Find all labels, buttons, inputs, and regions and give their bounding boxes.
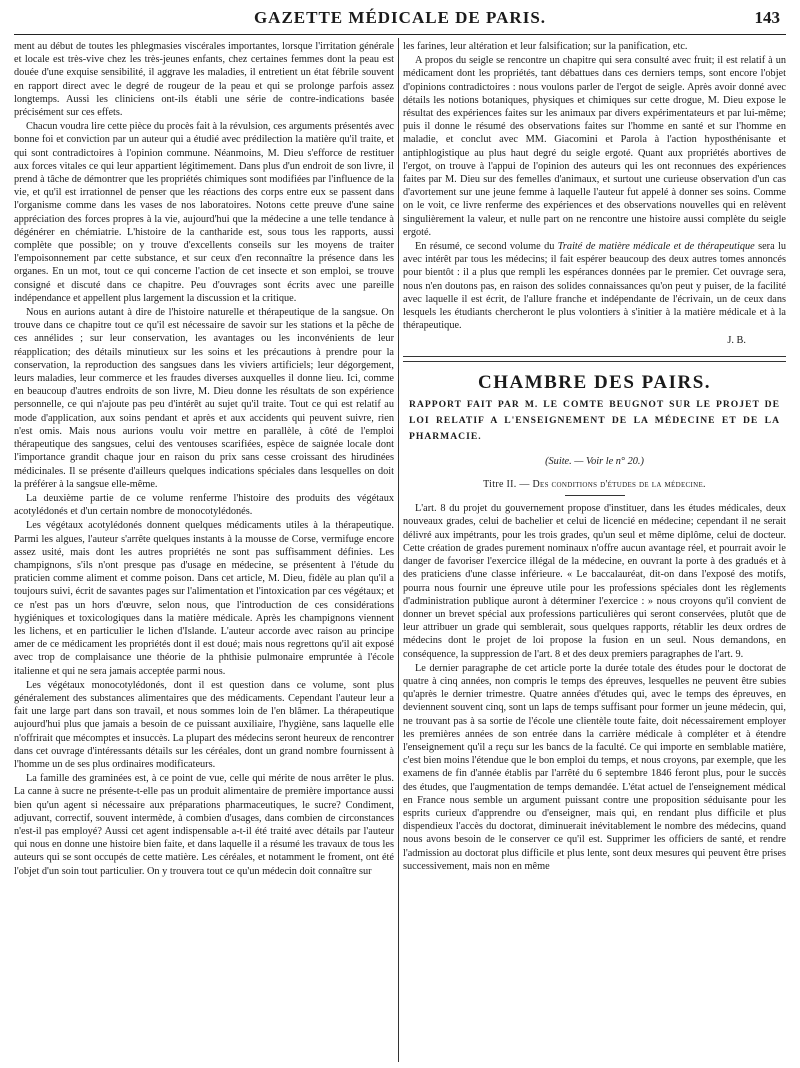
- paragraph: A propos du seigle se rencontre un chapitre qui sera consulté avec fruit; il est relatif à un médicament dont les propriétés, tant débattues dans ces derniers temps, sont encore l'objet d'opinions contradictoires : nous voulons parler de l'ergot de seigle. Après avoir donné avec détails les notions botaniques, physiques et chimiques sur cette drogue, M. Dieu expose le résultat des expériences faites sur les animaux par divers expérimentateurs et par lui-même; puis il donne le résumé des observations faites sur l'homme en santé et sur l'homme en maladie, et conclut avec MM. Giacomini et Parola à l'action hyposthénisante et antiphlogistique au plus haut degré du seigle ergoté. Quant aux propriétés abortives de l'ergot, on trouve à l'appui de l'opinion des auteurs qui les ont reconnues des expériences faites par M. Dieu sur des femelles d'animaux, et surtout une curieuse observation d'un cas d'avortement sur une jeune femme à laquelle l'auteur fut appelé à donner ses soins. Comme on le voit, ce livre renferme des expériences et des observations nouvelles qui en relèvent singulièrement la valeur, et nulle part on ne rencontre une histoire aussi complète du seigle ergoté.: [403, 55, 786, 238]
- masthead: [14, 6, 786, 34]
- titre-text: Des conditions d'études de la médecine.: [532, 479, 706, 491]
- page-number: 143: [754, 8, 780, 27]
- paragraph: Les végétaux acotylédonés donnent quelques médicaments utiles à la thérapeutique. Parmi les algues, l'auteur s'arrête quelques instants à la mousse de Corse, vermifuge encore assez usité, mais dont les autres propriétés ne sont pas suffisamment définies. Les champignons, s'ils n'ont presque pas d'usage en médecine, se présentent à l'étude du praticien comme aliment et comme poison. Dans cet article, M. Dieu, fidèle au plan qu'il a toujours suivi, écrit de savantes pages sur l'alimentation et l'intoxication par ces végétaux; et ce n'est pas un hors d'œuvre, selon nous, que l'introduction de ces considérations hygiéniques et toxicologiques dans la matière médicale. Après les champignons viennent les lichens, et en particulier le lichen d'Islande. L'auteur accorde avec raison au principe amer de ce médicament les propriétés dont il est doué; mais nous regrettons qu'il ait exposé avec trop de complaisance une théorie de la phthisie pulmonaire empruntée à l'école italienne et qui ne sera jamais acceptée parmi nous.: [14, 520, 394, 677]
- header-rule: [14, 34, 786, 35]
- signature: J. B.: [727, 335, 746, 347]
- paragraph: L'art. 8 du projet du gouvernement propose d'instituer, dans les études médicales, deux nouveaux grades, celui de bachelier et celui de licencié en médecine; cependant il ne serait délivré aux impétrants, pour les trois grades, qu'un seul et même diplôme, celui de docteur. Cette création de grades purement nominaux n'offre aucun avantage réel, et pourrait avoir le danger de favoriser l'exercice illégal de la médecine, en ouvrant la porte à des gradués et à des praticiens d'une classe inférieure. « Le baccalauréat, dit-on dans l'exposé des motifs, pourra nous fournir une épreuve utile pour les professions spéciales dont les règlements d'administration publique auront à déterminer l'exercice : » nous croyons qu'il convient de donner un brevet spécial aux professions particulières qui seront conservées, plutôt que de leur attribuer un grade qui semblerait, sous quelques rapports, rétablir les deux ordres de médecins dont le projet de loi propose la fusion en un seul. Nous demandons, en conséquence, la suppression de l'art. 8 et des deux premiers paragraphes de l'art. 9.: [403, 503, 786, 660]
- paragraph: ment au début de toutes les phlegmasies viscérales importantes, lorsque l'irritation générale et locale est très-vive chez les très-jeunes enfants, chez certaines femmes dont la peau est douée d'une exquise sensibilité, il aggrave les maladies, il entretient un état fébrile souvent en rapport direct avec le degré de rougeur de la peau et qui se prolonge parfois assez longtemps. Aussi les cliniciens ont-ils établi une série de contre-indications basée précisément sur ces effets.: [14, 41, 394, 119]
- report-title: RAPPORT FAIT PAR M. LE COMTE BEUGNOT SUR LE PROJET DE LOI RELATIF A L'ENSEIGNEMENT DE LA MÉDECINE ET DE LA PHARMACIE.: [409, 398, 780, 442]
- conclusion-paragraph: [403, 240, 786, 332]
- left-column: [14, 40, 394, 1062]
- paragraph: Le dernier paragraphe de cet article porte la durée totale des études pour le doctorat de quatre à cinq années, non compris le temps des épreuves, lesquelles ne peuvent être subies qu'après le dernier trimestre. Quatre années d'études qui, avec le temps des épreuves, en deviennent souvent cinq, sont un laps de temps suffisant pour former un jeune médecin, qui, ne trouvant pas à sa sortie de l'école une clientèle toute faite, doit nécessairement employer les premières années de son entrée dans la carrière médicale à compléter et à étendre l'enseignement qu'il a reçu sur les bancs de la faculté. Ce qui importe en semblable matière, c'est bien moins l'étendue que le bon emploi du temps, et nous croyons, par exemple, que les examens de fin d'année établis par l'arrêté du 6 septembre 1846 feront plus, pour le succès des études, que l'augmentation de temps demandée. L'état actuel de l'enseignement médical en France nous semble un argument puissant contre une proposition séduisante pour les esprits curieux d'apprendre ou d'enseigner, mais qui, en rendant plus difficile et plus dispendieux l'accès du doctorat, diminuerait inévitablement le nombre des médecins, quand nous avons besoin de le conserver ce qu'il est. Supprimer les officiers de santé, et rendre l'admission au doctorat plus difficile et plus lente, sont deux mesures qui peuvent être prises successivement, mais non en même: [403, 662, 786, 872]
- paragraph: Nous en aurions autant à dire de l'histoire naturelle et thérapeutique de la sangsue. On trouve dans ce chapitre tout ce qu'il est nécessaire de savoir sur les stations et la pêche de ces annélides ; sur leur conservation, les avantages ou les inconvénients de leur réapplication; des détails minutieux sur les soins et les précautions à prendre pour la conservation, la reproduction des sangsues dans les viviers artificiels; leur dégorgement, leurs maladies, leur commerce et les fraudes diverses auxquelles il donne lieu. Ici, comme en beaucoup d'autres endroits de son livre, M. Dieu donne les résultats de son expérience personnelle, ce qui n'ajoute pas peu d'intérêt au sujet qu'il traite. Tout ce qui est relatif au mode d'application, aux soins pendant et après et aux accidents qui peuvent suivre, rien n'est omis. Mais nous aurions voulu voir mettre en parallèle, à côté de l'emploi thérapeutique des sangsues, celui des ventouses scarifiées, espèce de saignée locale dont l'importance grandit chaque jour en raison du prix sans cesse croissant des hirudinées médicinales. Il se présente d'ailleurs quelques indications spéciales dans lesquelles on doit la préférer à la sangsue elle-même.: [14, 307, 394, 490]
- paragraph: les farines, leur altération et leur falsification; sur la panification, etc.: [403, 41, 688, 52]
- conclusion-text: En résumé, ce second volume du: [415, 241, 558, 253]
- column-divider: [398, 38, 399, 1062]
- paragraph: La famille des graminées est, à ce point de vue, celle qui mérite de nous arrêter le plus. La canne à sucre ne présente-t-elle pas un produit alimentaire de première importance aussi bien qu'un agent si nécessaire aux préparations pharmaceutiques, le sucre? Condiment, adjuvant, correctif, souvent intermède, à combien d'usages, dans combien de circonstances n'est-il pas employé? Aussi cet agent indispensable a-t-il été traité avec détails par l'auteur qui nous en donne une histoire bien faite, et dans laquelle il a résumé les travaux de tous les auteurs qui se sont occupés de cette matière. Les céréales, et notamment le froment, ont été l'objet d'un soin tout particulier. On y trouvera tout ce qu'un médecin doit connaître sur: [14, 773, 394, 877]
- right-column: [403, 40, 786, 1062]
- subsection-title: [403, 478, 786, 491]
- titre-prefix: Titre II. —: [483, 479, 533, 491]
- paragraph: Chacun voudra lire cette pièce du procès fait à la révulsion, ces arguments présentés avec bonne foi et conviction par un auteur qui a étudié avec prédilection la matière qu'il traite, et qui sont contradictoires à l'opinion commune. Néanmoins, M. Dieu s'efforce de restituer aux forces vitales ce qui leur appartient légitimement. Dans plus d'un endroit de son livre, il prend à tâche de démontrer que les propriétés chimiques sont modifiées par l'influence de la vie, et qu'il est irrationnel de penser que les réactions des corps entre eux se passent dans l'organisme comme dans les vases de nos laboratoires. Notons cette preuve d'une saine appréciation des forces propres à la vie, aujourd'hui que la médecine a une telle tendance à dégénérer en chémiatrie. L'histoire de la cantharide est, sous tous les rapports, aussi complète que possible; on y trouve d'excellents conseils sur les moyens de traiter l'empoisonnement par cette substance, et sur ceux d'en reconnaître la présence dans les organes. En un mot, tout ce qui concerne l'action de cet insecte et son emploi, se trouve consigné et discuté dans ce chapitre. Peu d'ouvrages sont écrits avec une pareille indépendance et appellent plus largement la discussion et la critique.: [14, 121, 394, 304]
- paragraph: La deuxième partie de ce volume renferme l'histoire des produits des végétaux acotylédonés et d'un certain nombre de monocotylédonés.: [14, 492, 394, 518]
- section-rule: [403, 356, 786, 357]
- book-title: Traité de matière médicale et de thérapeutique: [557, 241, 755, 253]
- continuation-note: (Suite. — Voir le n° 20.): [545, 455, 644, 467]
- section-heading: CHAMBRE DES PAIRS.: [477, 371, 712, 393]
- conclusion-text: sera lu avec intérêt par tous les médecins; il fait espérer beaucoup des deux autres tomes annoncés pour bientôt : il a plus que rempli les espérances données par le premier. Cet ouvrage sera, nous n'en doutons pas, en raison des solides connaissances qu'on peut y puiser, de la facilité avec laquelle il est écrit, de l'allure franche et indépendante de l'écrivain, un de ceux dans lesquels les étudiants chercheront le plus volontiers à s'initier à la matière médicale et à la thérapeutique.: [403, 241, 786, 332]
- short-rule: [565, 495, 625, 496]
- journal-title: GAZETTE MÉDICALE DE PARIS.: [253, 8, 547, 27]
- paragraph: Les végétaux monocotylédonés, dont il est question dans ce volume, sont plus généralement des substances alimentaires que des médicaments. Cependant l'auteur leur a fait une large part dans son travail, et nous sommes loin de l'en blâmer. La thérapeutique aujourd'hui plus que jamais a besoin de ce puissant auxiliaire, l'hygiène, sans laquelle elle n'offrirait que mécomptes et insuccès. La plupart des médecins seront heureux de rencontrer dans cet ouvrage d'intéressants détails sur les céréales, dont un grand nombre fournissent à l'homme un de ses plus ordinaires modificateurs.: [14, 679, 394, 770]
- section-rule: [403, 361, 786, 362]
